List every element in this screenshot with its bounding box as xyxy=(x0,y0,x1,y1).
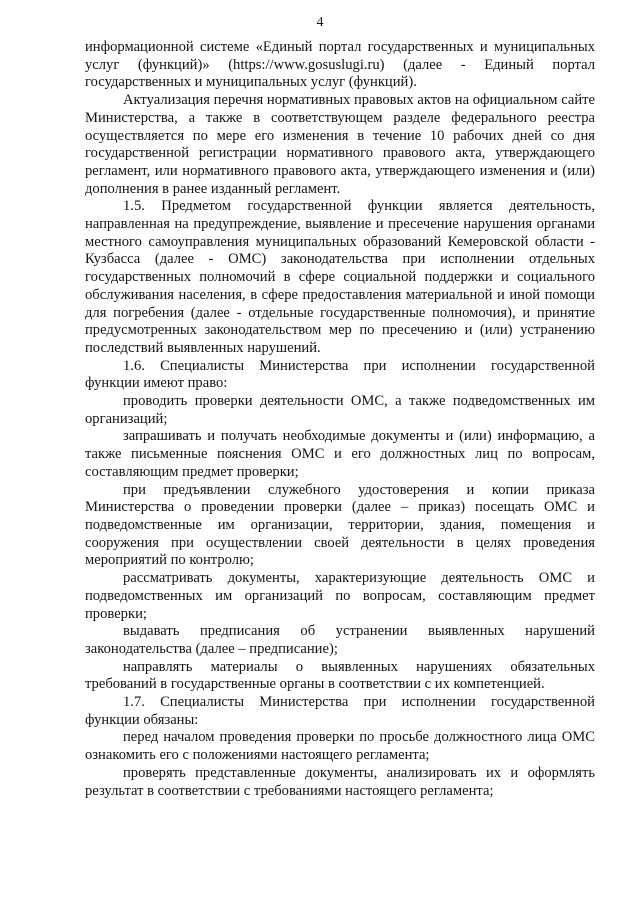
list-item-right-visit: при предъявлении служебного удостоверения и копии приказа Министерства о проведении проверки (далее – приказ) посещать ОМС и подведомственные им организации, территории, здания, помещения и сооружения при осуществлении своей деятельности в целях проведения мероприятий по контролю; xyxy=(85,481,595,569)
list-item-right-orders: выдавать предписания об устранении выявленных нарушений законодательства (далее – предписание); xyxy=(85,623,595,657)
paragraph-1-5-subject: 1.5. Предметом государственной функции является деятельность, направленная на предупреждение, выявление и пресечение нарушения органами местного самоуправления муниципальных образований Кемеровской области - Кузбасса (далее - ОМС) законодательства при исполнении отдельных государственных полномочий в сфере социальной поддержки и социального обслуживания населения, в сфере предоставления материальной и иной помощи для погребения (далее - отдельные государственные полномочия), и принятие предусмотренных законодательством мер по пресечению и (или) устранению последствий выявленных нарушений. xyxy=(85,198,595,356)
list-item-right-inspect: проводить проверки деятельности ОМС, а также подведомственных им организаций; xyxy=(85,393,595,427)
list-item-right-forward: направлять материалы о выявленных нарушениях обязательных требований в государственные органы в соответствии с их компетенцией. xyxy=(85,658,595,693)
paragraph-portal-end: информационной системе «Единый портал государственных и муниципальных услуг (функций)» (https://www.gosuslugi.ru) (далее - Единый портал государственных и муниципальных услуг (функций). xyxy=(85,39,595,91)
paragraph-1-7-duties: 1.7. Специалисты Министерства при исполнении государственной функции обязаны: xyxy=(85,694,595,728)
document-body xyxy=(85,39,595,800)
paragraph-1-6-rights: 1.6. Специалисты Министерства при исполнении государственной функции имеют право: xyxy=(85,357,595,392)
page-number: 4 xyxy=(316,15,324,30)
list-item-duty-acquaint: перед началом проведения проверки по просьбе должностного лица ОМС ознакомить его с положениями настоящего регламента; xyxy=(85,729,595,764)
list-item-duty-check: проверять представленные документы, анализировать их и оформлять результат в соответствии с требованиями настоящего регламента; xyxy=(85,764,595,799)
list-item-right-request: запрашивать и получать необходимые документы и (или) информацию, а также письменные пояснения ОМС и его должностных лиц по вопросам, составляющим предмет проверки; xyxy=(85,428,595,480)
list-item-right-review: рассматривать документы, характеризующие деятельность ОМС и подведомственных им организаций по вопросам, составляющим предмет проверки; xyxy=(85,570,595,622)
paragraph-actualization: Актуализация перечня нормативных правовых актов на официальном сайте Министерства, а также в соответствующем разделе федерального реестра осуществляется по мере его изменения в течение 10 рабочих дней со дня государственной регистрации нормативного правового акта, утверждающего регламент, или нормативного правового акта, утверждающего изменения и (или) дополнения в ранее изданный регламент. xyxy=(85,92,595,197)
